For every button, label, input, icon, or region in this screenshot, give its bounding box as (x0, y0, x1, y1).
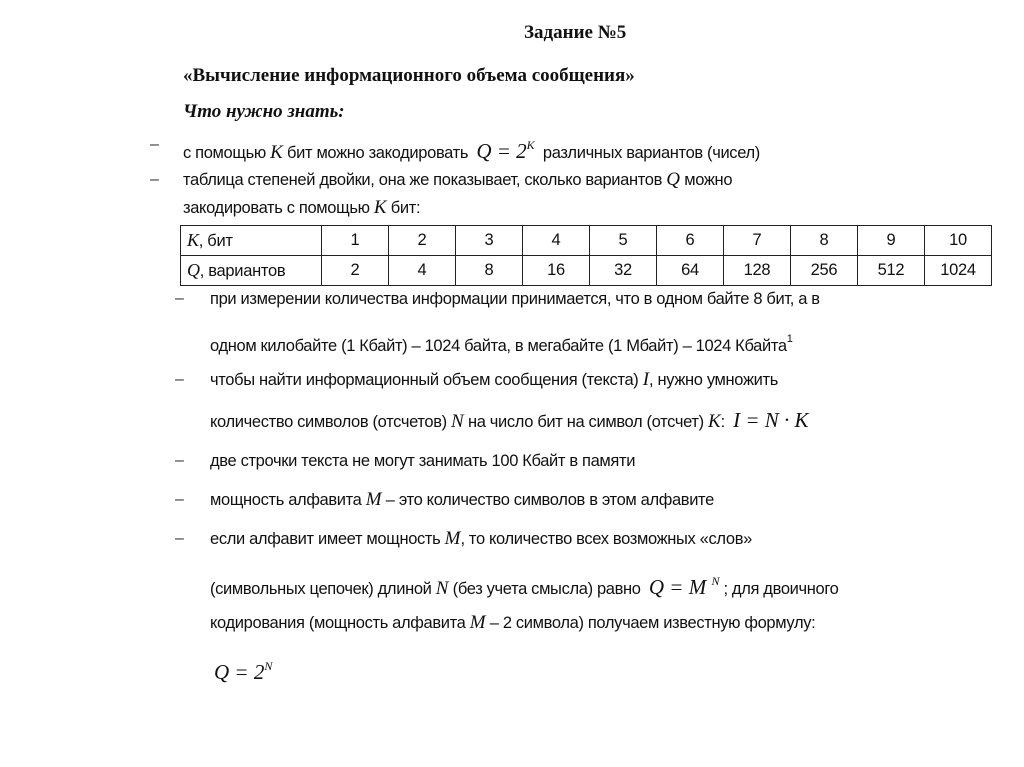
text-line (210, 329, 793, 356)
segment-text: чтобы найти информационный объем сообщения (текста) (210, 371, 643, 389)
text-segment (382, 491, 714, 509)
segment-text: , то количество всех возможных «слов» (460, 530, 752, 548)
var-q: Q (187, 260, 200, 280)
table-cell: 5 (590, 226, 657, 256)
segment-text: Q (666, 169, 680, 190)
segment-text: M (444, 528, 461, 549)
table-cell: 4 (389, 256, 456, 286)
table-cell: 4 (523, 226, 590, 256)
text-segment (680, 171, 732, 189)
header-label: , бит (198, 232, 233, 250)
segment-text: – это количество символов в этом алфавите (381, 491, 714, 509)
segment-text: N (435, 578, 449, 599)
segment-text: бит можно закодировать (282, 144, 473, 162)
segment-text: M (469, 612, 486, 633)
superscript: N (264, 659, 273, 673)
section-heading: Что нужно знать: (183, 101, 345, 122)
segment-text: M (365, 489, 382, 510)
text-line (210, 289, 820, 309)
text-segment (387, 199, 421, 217)
table-cell: 7 (724, 226, 791, 256)
text-segment (210, 491, 366, 509)
segment-text: , нужно умножить (649, 371, 778, 389)
table-cell: 6 (657, 226, 724, 256)
bullet-dash: – (175, 491, 184, 508)
table-header-cell (181, 256, 322, 286)
text-line (210, 451, 635, 471)
bullet-dash: – (175, 290, 184, 307)
text-line (210, 529, 752, 549)
segment-text: закодировать с помощью (183, 199, 374, 217)
segment-text: (символьных цепочек) длиной (210, 580, 436, 598)
segment-text: K (373, 197, 387, 218)
text-segment (210, 290, 820, 308)
math-variable (666, 169, 680, 190)
bullet-dash: – (150, 136, 159, 153)
segment-text: I (642, 369, 650, 390)
table-cell: 2 (389, 226, 456, 256)
header-label: , вариантов (199, 262, 286, 280)
formula (649, 575, 720, 599)
segment-text: Q = 2 (476, 139, 527, 163)
var-k: K (187, 230, 199, 250)
math-variable (436, 578, 449, 599)
segment-text: можно (680, 171, 733, 189)
segment-text: I = N · K (733, 408, 809, 432)
text-segment (183, 171, 666, 189)
segment-text: на число бит на символ (отсчет) (463, 413, 708, 431)
text-line (183, 198, 420, 218)
formula (733, 408, 808, 432)
text-segment (283, 144, 473, 162)
segment-text: Q = M (648, 575, 712, 599)
segment-text: мощность алфавита (210, 491, 366, 509)
segment-text: две строчки текста не могут занимать 100 Кбайт в памяти (210, 452, 636, 470)
text-line (210, 370, 778, 390)
table-cell: 64 (657, 256, 724, 286)
segment-text: количество символов (отсчетов) (210, 413, 452, 431)
text-segment (210, 614, 470, 632)
math-variable (270, 142, 283, 163)
superscript: K (526, 138, 535, 152)
text-segment (539, 144, 760, 162)
task-title: Задание №5 (524, 22, 627, 43)
segment-text: – 2 символа) получаем известную формулу: (485, 614, 816, 632)
superscript: N (711, 574, 720, 588)
text-segment (649, 371, 778, 389)
text-segment (210, 337, 787, 355)
math-variable (445, 528, 461, 549)
text-segment (210, 580, 436, 598)
table-cell: 1024 (925, 256, 992, 286)
text-segment (464, 413, 708, 431)
table-cell: 8 (791, 226, 858, 256)
math-variable (470, 612, 486, 633)
text-line (210, 490, 714, 510)
segment-text: K (270, 142, 283, 163)
table-cell: 2 (322, 256, 389, 286)
bullet-dash: – (175, 530, 184, 547)
segment-text: Q = 2 (214, 660, 265, 684)
text-segment (486, 614, 816, 632)
segment-text: (без учета смысла) равно (448, 580, 645, 598)
table-cell: 1 (322, 226, 389, 256)
segment-text: кодирования (мощность алфавита (210, 614, 470, 632)
text-line (210, 410, 813, 432)
powers-of-two-table (180, 225, 992, 286)
math-variable (374, 197, 387, 218)
math-variable (708, 411, 721, 432)
table-cell: 256 (791, 256, 858, 286)
table-header-cell (181, 226, 322, 256)
segment-text: с помощью (183, 144, 271, 162)
segment-text: : (720, 413, 730, 431)
table-row-k (181, 226, 992, 256)
segment-text: если алфавит имеет мощность (210, 530, 445, 548)
formula (476, 139, 534, 163)
segment-text: ; для двоичного (723, 580, 839, 598)
table-cell: 512 (858, 256, 925, 286)
text-segment (723, 580, 838, 598)
segment-text: различных вариантов (чисел) (538, 144, 760, 162)
formula-line (210, 656, 276, 684)
table-cell: 9 (858, 226, 925, 256)
text-segment (183, 199, 374, 217)
segment-text: K (707, 411, 721, 432)
text-segment (210, 530, 445, 548)
table-row-q (181, 256, 992, 286)
table-cell: 10 (925, 226, 992, 256)
text-segment (448, 580, 644, 598)
task-subtitle: «Вычисление информационного объема сообщения» (183, 65, 635, 86)
table-cell: 128 (724, 256, 791, 286)
segment-text: одном килобайте (1 Кбайт) – 1024 байта, в мегабайте (1 Мбайт) – 1024 Кбайта (210, 337, 787, 355)
text-line (210, 613, 815, 633)
table-cell: 16 (523, 256, 590, 286)
formula (214, 660, 272, 684)
superscript: 1 (786, 333, 793, 345)
text-segment (721, 413, 729, 431)
table-cell: 8 (456, 256, 523, 286)
text-line (183, 170, 732, 190)
segment-text: N (451, 411, 464, 432)
text-segment (210, 371, 643, 389)
segment-text: таблица степеней двойки, она же показывает, сколько вариантов (183, 171, 667, 189)
text-segment (786, 333, 793, 355)
text-line (210, 571, 838, 599)
text-segment (460, 530, 752, 548)
text-segment (210, 413, 451, 431)
table-cell: 32 (590, 256, 657, 286)
math-variable (451, 411, 464, 432)
math-variable (366, 489, 382, 510)
segment-text: бит: (386, 199, 421, 217)
segment-text: при измерении количества информации принимается, что в одном байте 8 бит, а в (210, 290, 820, 308)
bullet-dash: – (175, 371, 184, 388)
bullet-dash: – (150, 171, 159, 188)
bullet-dash: – (175, 452, 184, 469)
text-segment (210, 452, 635, 470)
text-line (183, 135, 760, 163)
text-segment (183, 144, 270, 162)
table-cell: 3 (456, 226, 523, 256)
